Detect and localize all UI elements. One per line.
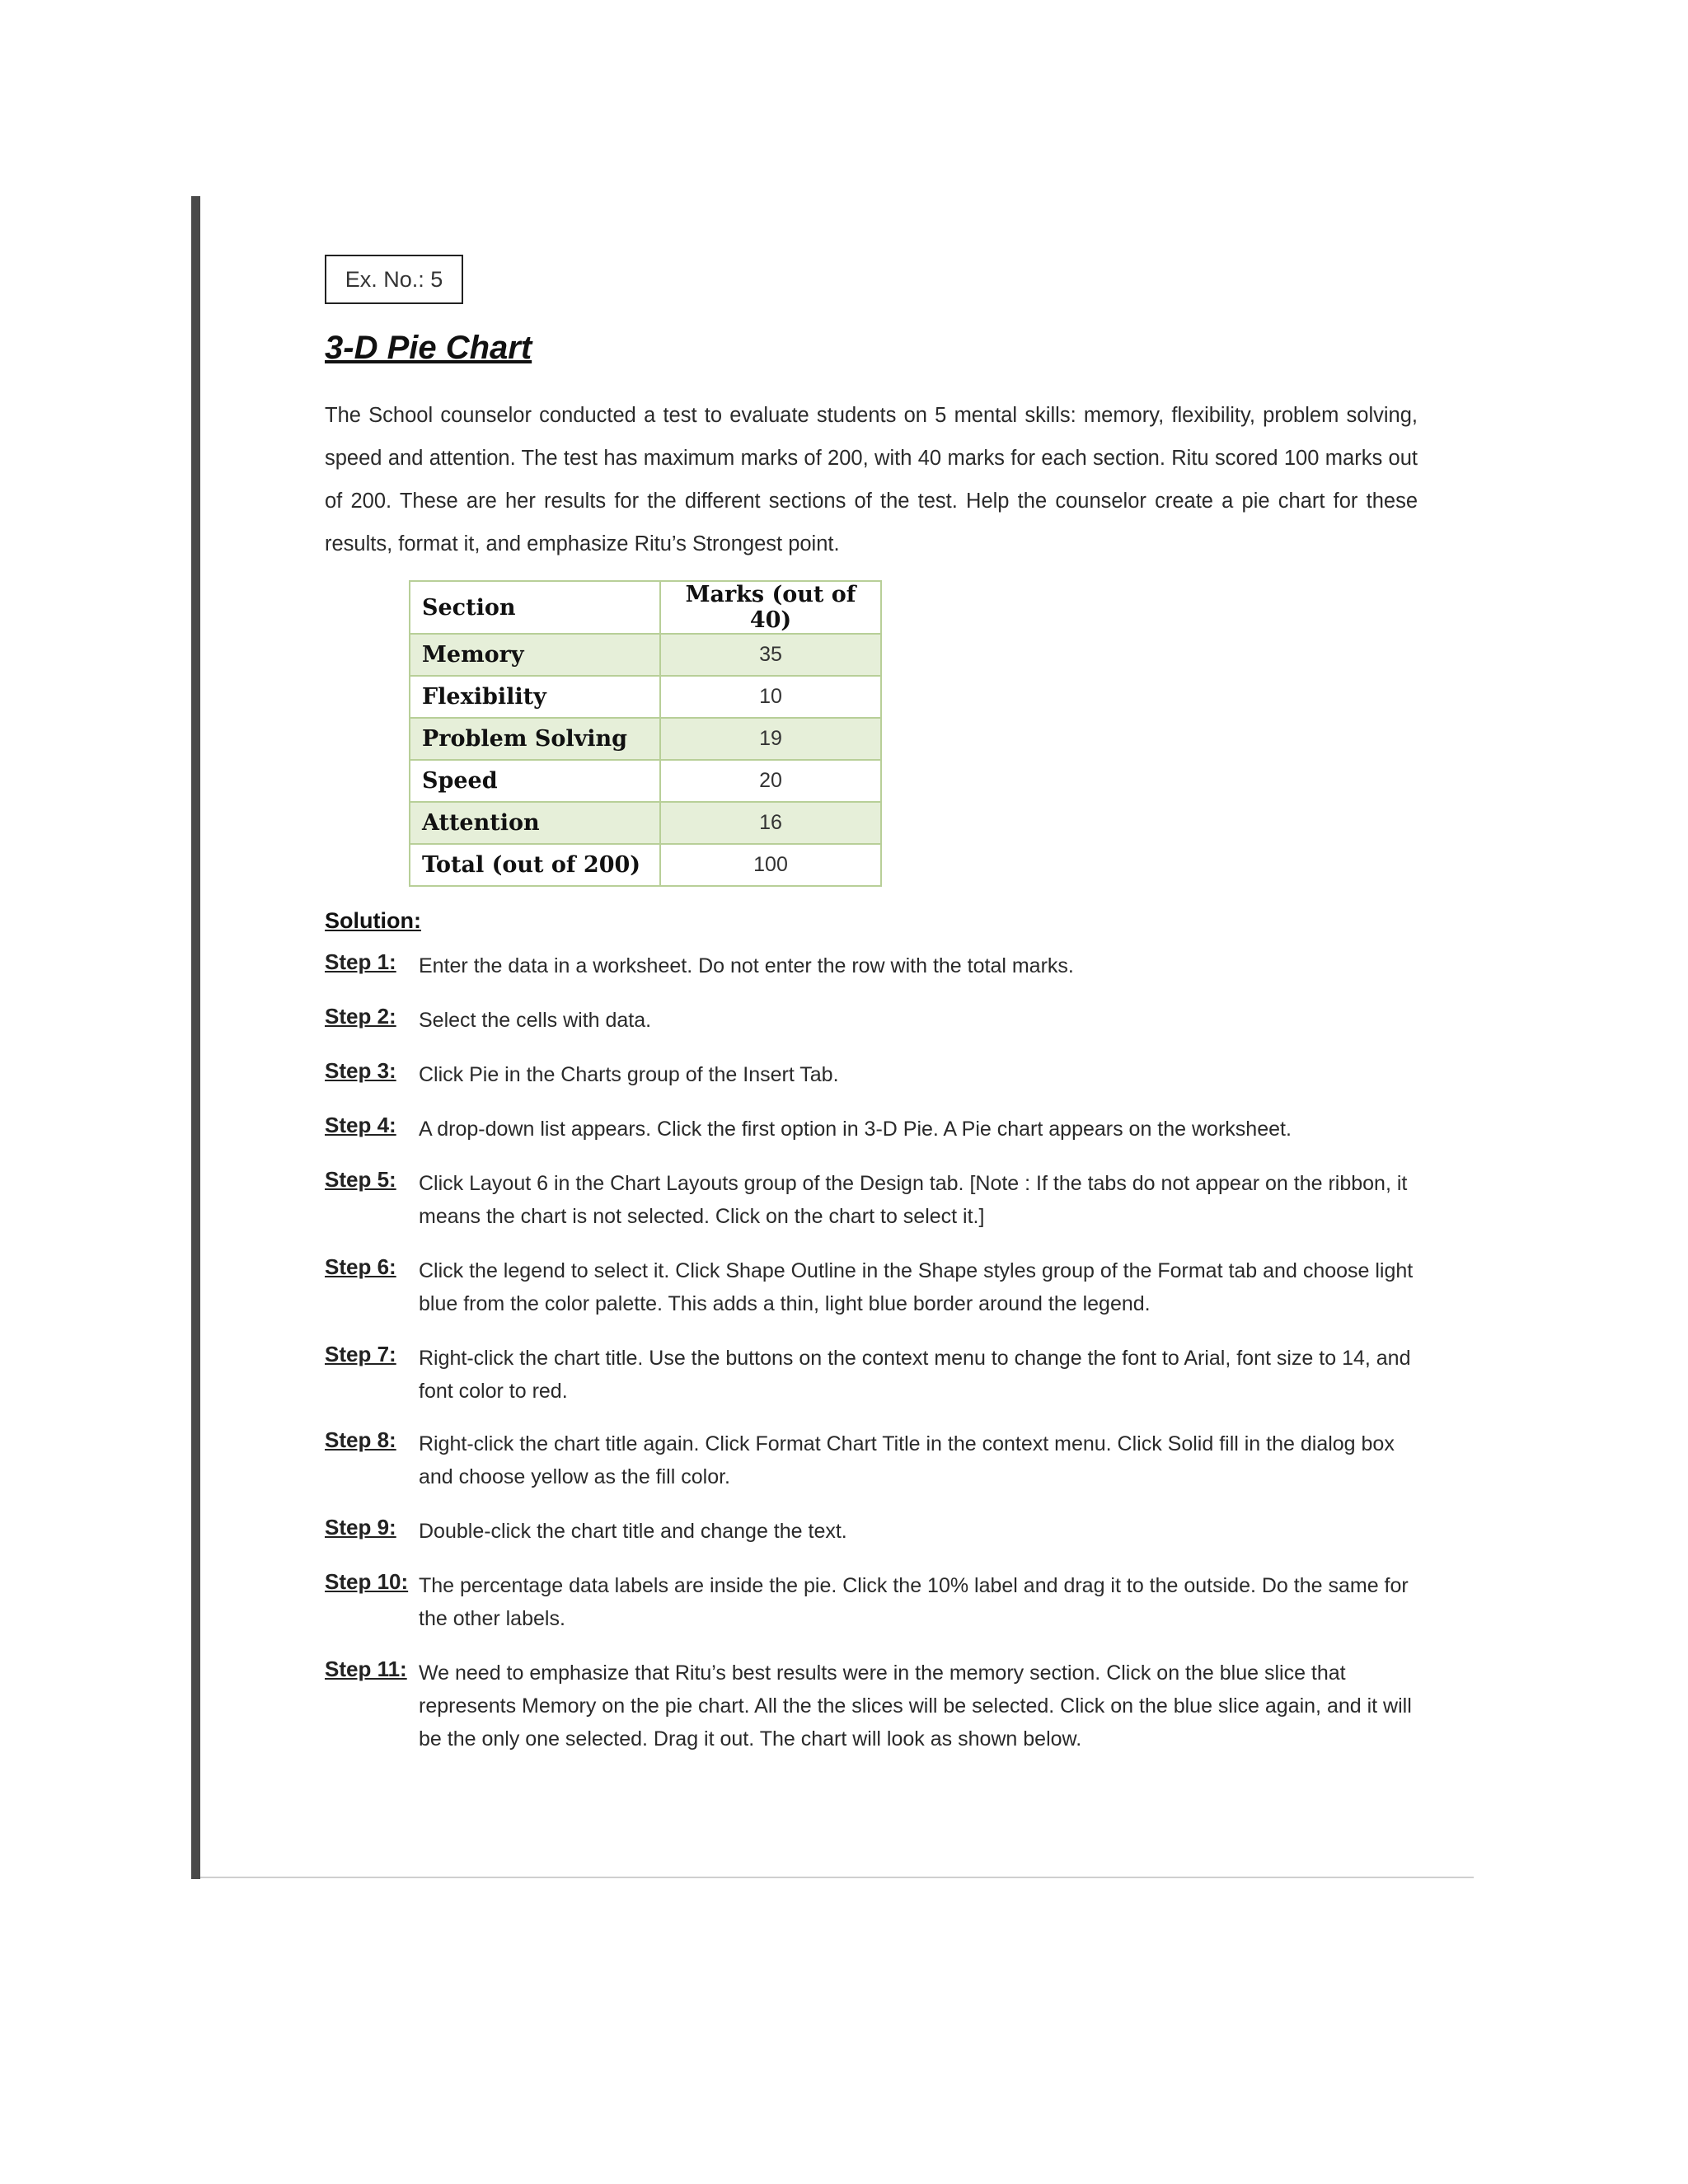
step-text: Right-click the chart title. Use the buttons on the context menu to change the font to Arial, font size to 14, and font color to red. xyxy=(419,1347,1411,1403)
marks-cell: 19 xyxy=(660,718,881,760)
step-text: Click Pie in the Charts group of the Insert Tab. xyxy=(419,1063,839,1086)
marks-cell: 100 xyxy=(660,844,881,886)
table-row xyxy=(410,760,881,802)
section-cell: Memory xyxy=(410,634,660,676)
step-label: Step 5: xyxy=(325,1167,396,1192)
marks-cell: 10 xyxy=(660,676,881,718)
step-label: Step 6: xyxy=(325,1254,396,1279)
section-cell: Total (out of 200) xyxy=(410,844,660,886)
step-text: Enter the data in a worksheet. Do not enter the row with the total marks. xyxy=(419,954,1074,977)
section-cell: Speed xyxy=(410,760,660,802)
table-row xyxy=(410,634,881,676)
section-cell: Attention xyxy=(410,802,660,844)
step-label: Step 3: xyxy=(325,1058,396,1083)
table-row xyxy=(410,676,881,718)
marks-table xyxy=(409,580,882,887)
column-header-section: Section xyxy=(410,581,660,634)
step-text: The percentage data labels are inside the pie. Click the 10% label and drag it to the outside. Do the same for the other labels. xyxy=(419,1574,1409,1630)
section-cell: Flexibility xyxy=(410,676,660,718)
step-label: Step 1: xyxy=(325,949,396,974)
step-label: Step 8: xyxy=(325,1427,396,1452)
exercise-number-box: Ex. No.: 5 xyxy=(325,255,463,304)
table-row xyxy=(410,802,881,844)
marks-cell: 35 xyxy=(660,634,881,676)
step-text: Select the cells with data. xyxy=(419,1009,652,1032)
table-row-total xyxy=(410,844,881,886)
step-text: Click the legend to select it. Click Shape Outline in the Shape styles group of the Format tab and choose light blue from the color palette. This adds a thin, light blue border around the legend. xyxy=(419,1259,1414,1315)
step-label: Step 7: xyxy=(325,1342,396,1366)
step-text: A drop-down list appears. Click the first option in 3-D Pie. A Pie chart appears on the worksheet. xyxy=(419,1118,1292,1141)
step-label: Step 11: xyxy=(325,1657,407,1681)
page-title: 3-D Pie Chart xyxy=(325,330,532,366)
page-left-border xyxy=(191,196,200,1879)
step-text: Double-click the chart title and change the text. xyxy=(419,1520,847,1543)
step-text: We need to emphasize that Ritu’s best results were in the memory section. Click on the blue slice that represents Memory on the pie chart. All the the slices will be selected. Click on the blue slice again, and it will be the only one selected. Drag it out. The chart will look as shown below. xyxy=(419,1661,1412,1750)
marks-cell: 16 xyxy=(660,802,881,844)
section-cell: Problem Solving xyxy=(410,718,660,760)
intro-paragraph: The School counselor conducted a test to evaluate students on 5 mental skills: memory, flexibility, problem solving, speed and attention. The test has maximum marks of 200, with 40 marks for each section. Ritu scored 100 marks out of 200. These are her results for the different sections of the test. Help the counselor create a pie chart for these results, format it, and emphasize Ritu’s Strongest point. xyxy=(325,404,1418,555)
table-header-row xyxy=(410,581,881,634)
step-label: Step 10: xyxy=(325,1569,409,1594)
step-text: Right-click the chart title again. Click Format Chart Title in the context menu. Click Solid fill in the dialog box and choose yellow as the fill color. xyxy=(419,1432,1395,1488)
step-label: Step 2: xyxy=(325,1004,396,1029)
page-bottom-rule xyxy=(200,1877,1474,1878)
step-text: Click Layout 6 in the Chart Layouts group of the Design tab. [Note : If the tabs do not appear on the ribbon, it means the chart is not selected. Click on the chart to select it.] xyxy=(419,1172,1408,1228)
step-label: Step 4: xyxy=(325,1113,396,1137)
step-label: Step 9: xyxy=(325,1515,396,1540)
marks-cell: 20 xyxy=(660,760,881,802)
table-row xyxy=(410,718,881,760)
column-header-marks: Marks (out of 40) xyxy=(660,581,881,634)
solution-heading: Solution: xyxy=(325,908,421,933)
